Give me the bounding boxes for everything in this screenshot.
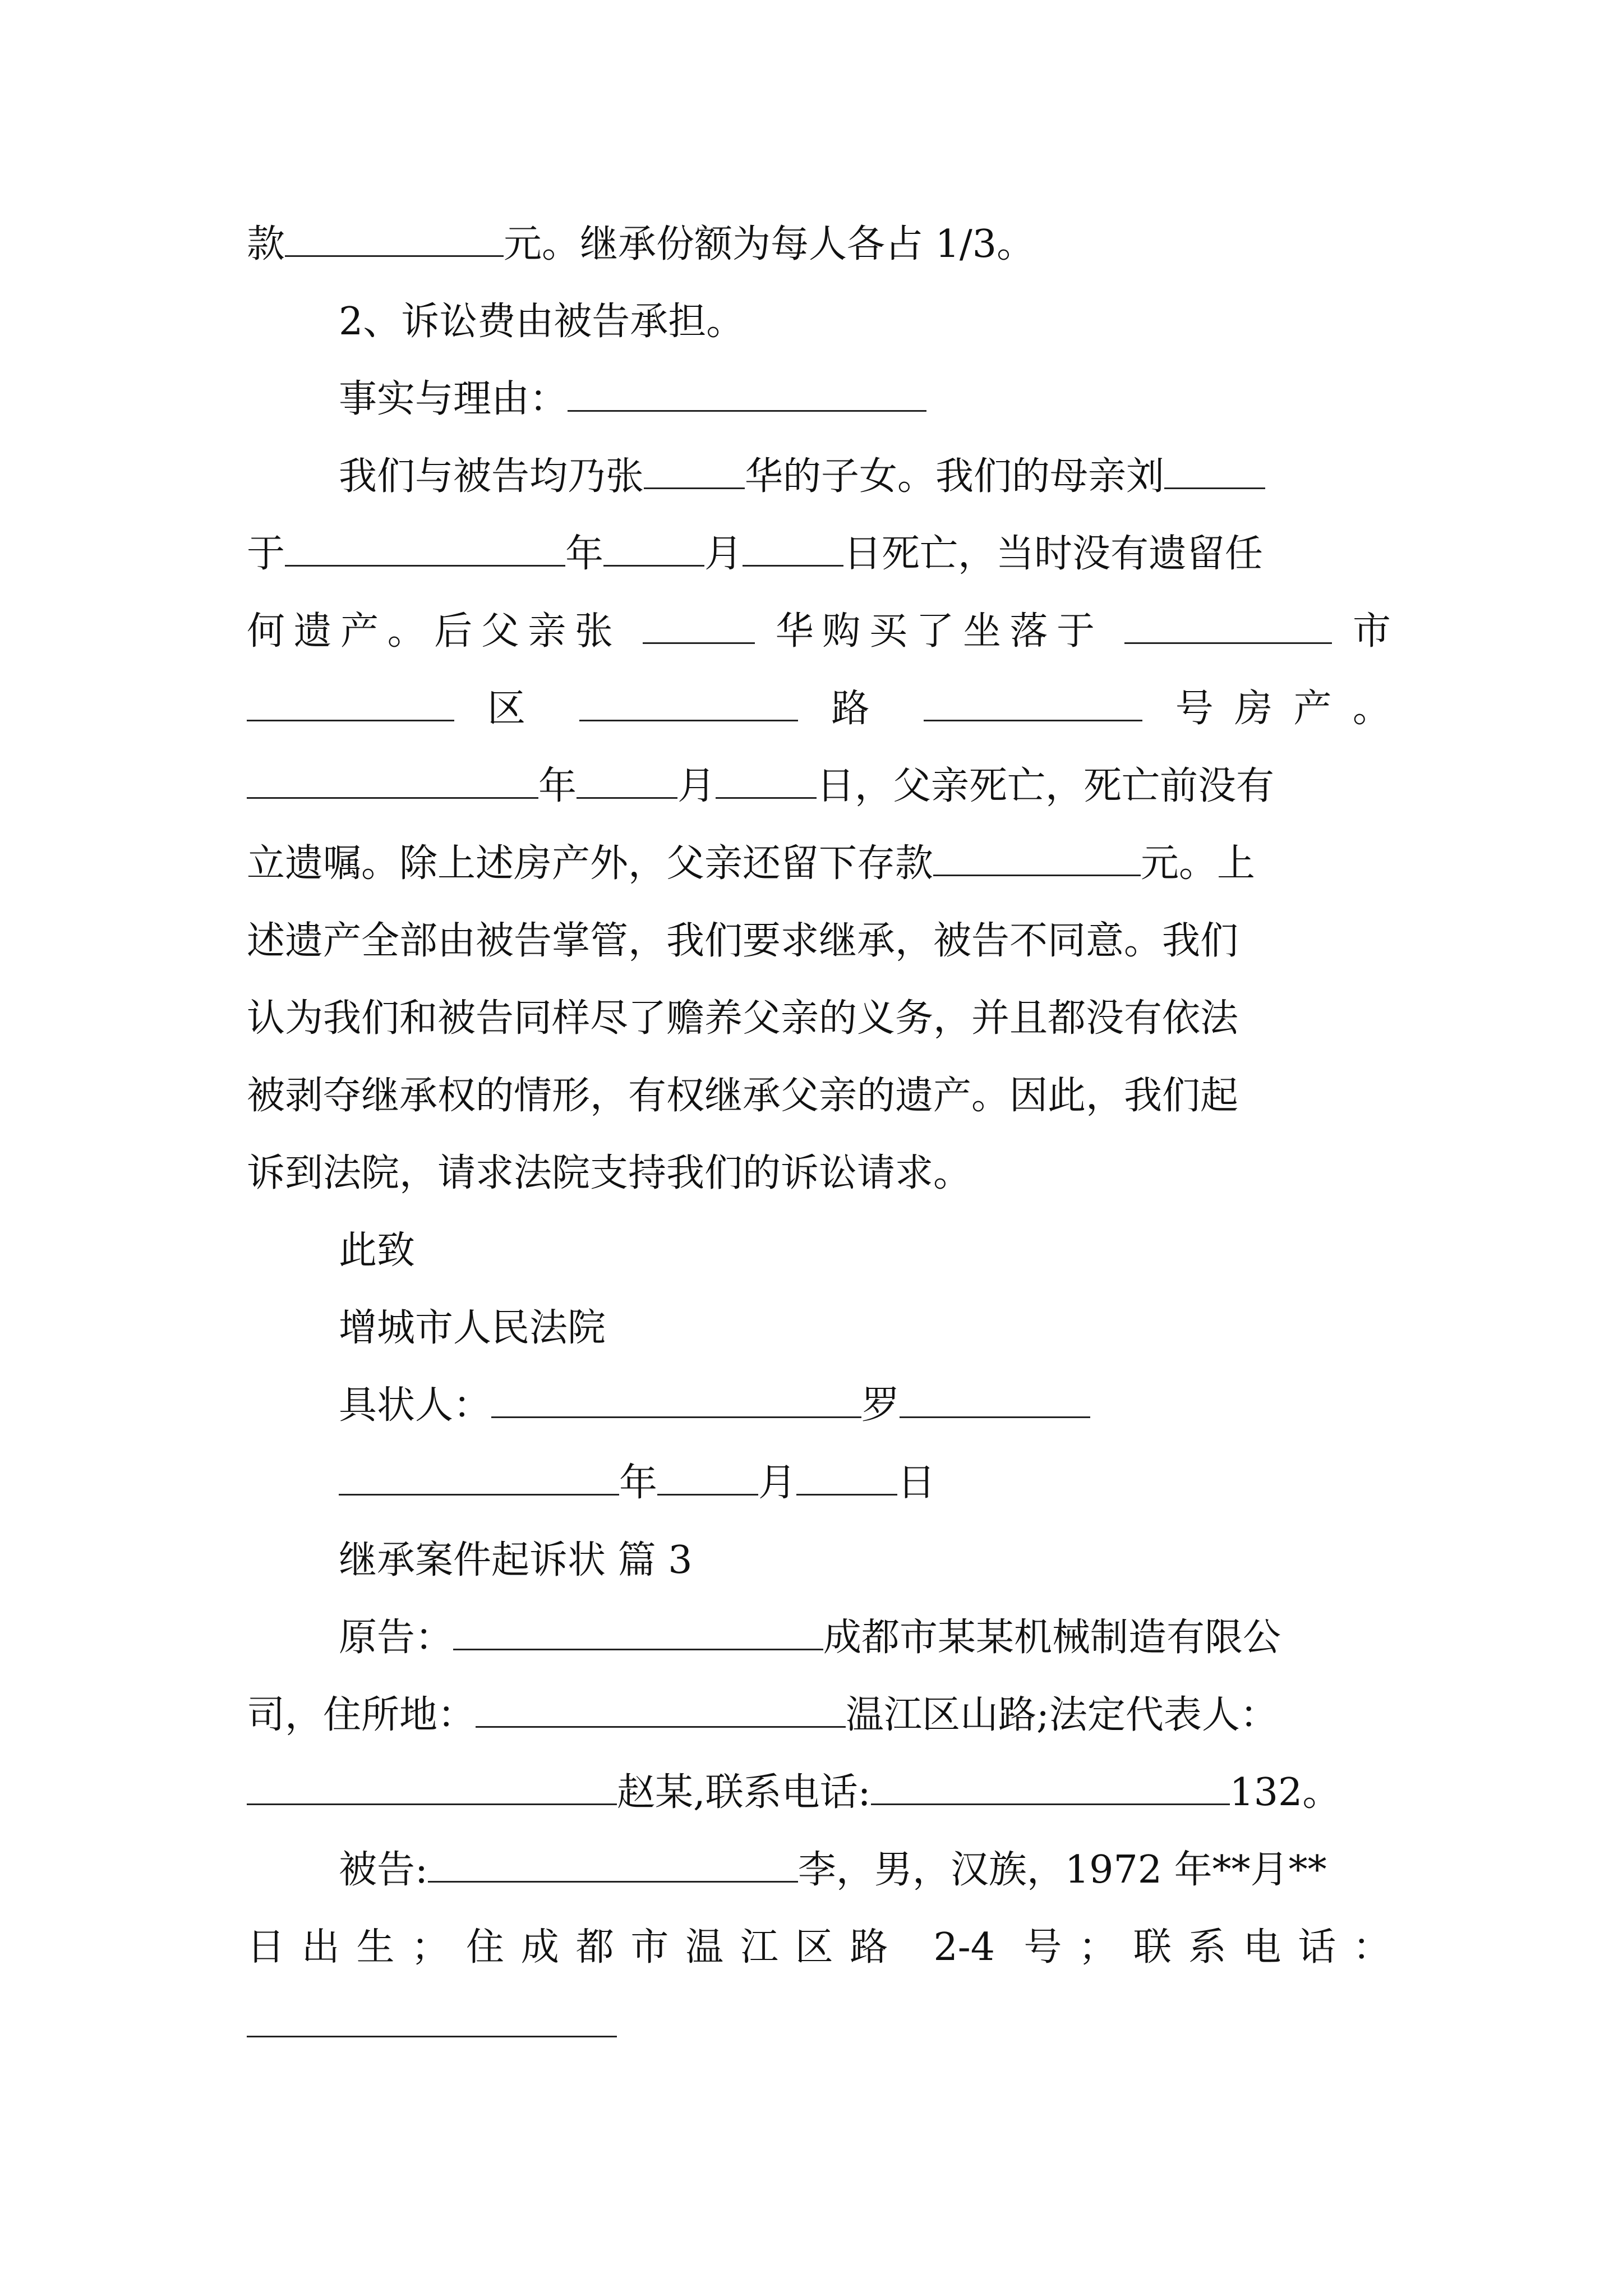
- text-segment: 132。: [1229, 1770, 1341, 1815]
- fill-blank: [491, 1372, 861, 1418]
- text-line: [247, 205, 1391, 284]
- text-segment: 司，住所地：: [247, 1693, 476, 1737]
- text-line: [247, 1908, 1391, 1987]
- fill-blank: [247, 1759, 617, 1805]
- fill-blank: [579, 675, 798, 721]
- text-segment: 路: [831, 687, 891, 731]
- text-line: [247, 1057, 1391, 1135]
- text-segment: 增城市人民法院: [339, 1306, 606, 1350]
- text-line: [339, 1212, 1391, 1290]
- text-line: [247, 1986, 1391, 2064]
- text-segment: 被剥夺继承权的情形，有权继承父亲的遗产。因此，我们起: [247, 1074, 1239, 1118]
- text-segment: 号房产。: [1175, 687, 1391, 731]
- text-line: [339, 1599, 1391, 1677]
- text-segment: 年: [619, 1461, 658, 1505]
- text-line: [247, 1134, 1391, 1213]
- text-segment: 月: [677, 764, 716, 808]
- fill-blank: [247, 1991, 617, 2037]
- text-line: [339, 1444, 1391, 1522]
- text-line: [339, 360, 1391, 439]
- text-segment: 元。上: [1141, 841, 1256, 886]
- fill-blank: [924, 675, 1142, 721]
- fill-blank: [285, 520, 565, 567]
- text-segment: 继承案件起诉状 篇 3: [339, 1538, 693, 1582]
- fill-blank: [603, 520, 704, 567]
- fill-blank: [900, 1372, 1090, 1418]
- text-segment: 立遗嘱。除上述房产外，父亲还留下存款: [247, 841, 934, 886]
- text-segment: 被告:: [339, 1848, 428, 1892]
- text-line: [247, 670, 1391, 748]
- text-segment: 认为我们和被告同样尽了赡养父亲的义务，并且都没有依法: [247, 996, 1239, 1041]
- text-segment: 述遗产全部由被告掌管，我们要求继承，被告不同意。我们: [247, 919, 1239, 963]
- text-line: [247, 515, 1391, 593]
- text-segment: 日: [897, 1461, 936, 1505]
- text-segment: 诉到法院，请求法院支持我们的诉讼请求。: [247, 1151, 972, 1195]
- fill-blank: [428, 1836, 798, 1883]
- text-line: [247, 825, 1391, 903]
- text-segment: 罗: [861, 1383, 900, 1428]
- text-line: [247, 1676, 1391, 1755]
- text-line: [339, 283, 1391, 361]
- text-segment: 2、诉讼费由被告承担。: [339, 300, 745, 344]
- fill-blank: [716, 752, 817, 799]
- fill-blank: [1124, 597, 1332, 644]
- text-segment: 温江区山路;法定代表人：: [846, 1693, 1278, 1737]
- fill-blank: [476, 1681, 846, 1728]
- text-segment: 何遗产。后父亲张: [247, 609, 622, 654]
- fill-blank: [577, 752, 677, 799]
- text-line: [247, 979, 1391, 1058]
- text-segment: 日出生；住成都市温江区路 2-4 号；联系电话：: [247, 1925, 1391, 1970]
- fill-blank: [644, 443, 745, 489]
- text-segment: 日死亡，当时没有遗留任: [843, 532, 1264, 576]
- text-segment: 月: [704, 532, 743, 576]
- text-segment: 赵某,联系电话:: [617, 1770, 871, 1815]
- text-segment: 事实与理由：: [339, 377, 568, 421]
- text-segment: 于: [247, 532, 285, 576]
- text-line: [247, 1754, 1391, 1832]
- text-line: [339, 1289, 1391, 1368]
- text-segment: 华的子女。我们的母亲刘: [745, 454, 1165, 499]
- fill-blank: [871, 1759, 1230, 1805]
- fill-blank: [247, 675, 454, 721]
- text-segment: 款: [247, 222, 285, 266]
- text-line: [339, 438, 1391, 516]
- fill-blank: [796, 1449, 897, 1496]
- text-segment: 年: [565, 532, 604, 576]
- fill-blank: [657, 1449, 758, 1496]
- text-segment: 原告：: [339, 1616, 454, 1660]
- text-segment: 成都市某某机械制造有限公: [823, 1616, 1281, 1660]
- text-segment: 我们与被告均乃张: [339, 454, 644, 499]
- text-segment: 月: [758, 1461, 797, 1505]
- fill-blank: [339, 1449, 619, 1496]
- section-heading: [339, 1521, 1391, 1600]
- text-segment: 具状人：: [339, 1383, 492, 1428]
- text-segment: 李，男，汉族，1972 年**月**: [797, 1848, 1327, 1892]
- text-segment: 日，父亲死亡，死亡前没有: [817, 764, 1275, 808]
- fill-blank: [743, 520, 843, 567]
- text-segment: 此致: [339, 1228, 416, 1273]
- text-segment: 元。继承份额为每人各占 1/3。: [504, 222, 1035, 266]
- fill-blank: [285, 210, 504, 257]
- text-line: [339, 1366, 1391, 1445]
- fill-blank: [933, 830, 1141, 876]
- fill-blank: [643, 597, 755, 644]
- text-line: [247, 747, 1391, 826]
- text-line: [247, 902, 1391, 981]
- text-segment: 区: [487, 687, 547, 731]
- fill-blank: [453, 1604, 823, 1650]
- text-segment: 市: [1352, 609, 1391, 654]
- text-segment: 华购买了坐落于: [775, 609, 1104, 654]
- fill-blank: [1164, 443, 1265, 489]
- fill-blank: [568, 365, 926, 412]
- text-line: [247, 592, 1391, 671]
- text-line: [339, 1831, 1391, 1910]
- fill-blank: [247, 752, 538, 799]
- text-segment: 年: [538, 764, 577, 808]
